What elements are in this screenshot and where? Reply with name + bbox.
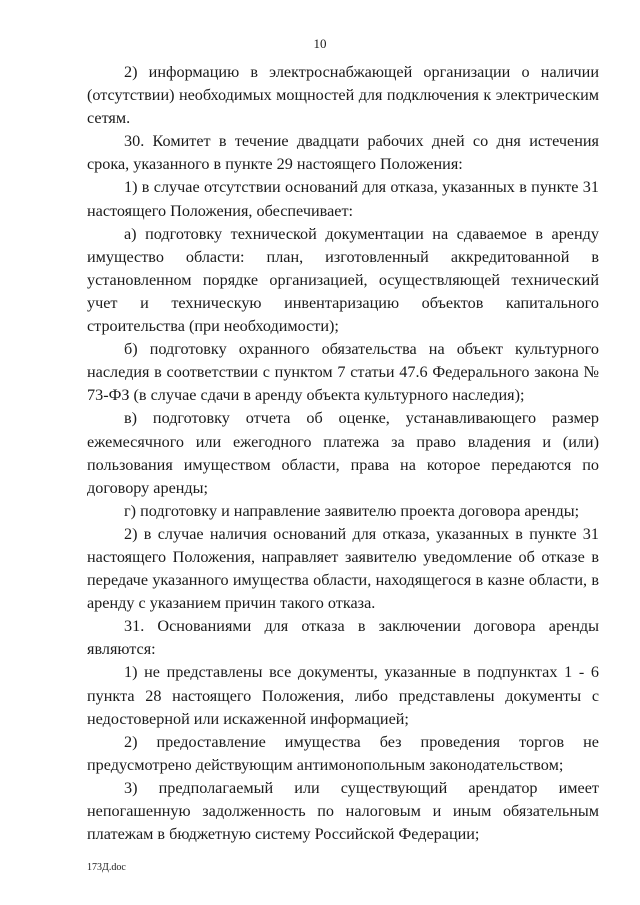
footer-filename: 173Д.doc	[87, 862, 126, 873]
paragraph-30-1: 1) в случае отсутствии оснований для отказа, указанных в пункте 31 настоящего Положения, обеспечивает:	[87, 178, 599, 220]
paragraph-31-2: 2) предоставление имущества без проведения торгов не предусмотрено действующим антимонопольным законодательством;	[87, 732, 599, 774]
paragraph-item-30: 30. Комитет в течение двадцати рабочих дней со дня истечения срока, указанного в пункте 29 настоящего Положения:	[87, 132, 599, 174]
paragraph-31-1: 1) не представлены все документы, указанные в подпунктах 1 - 6 пункта 28 настоящего Положения, либо представлены документы с недостоверной или искаженной информацией;	[87, 663, 599, 728]
page-number: 10	[313, 36, 327, 51]
paragraph-30-1-a: а) подготовку технической документации на сдаваемое в аренду имущество области: план, изготовленный аккредитованной в установленном порядке организацией, осуществляющей технический учет и техническую инвентаризацию объектов капитального строительства (при необходимости);	[87, 224, 599, 336]
paragraph-30-1-b: б) подготовку охранного обязательства на объект культурного наследия в соответствии с пунктом 7 статьи 47.6 Федерального закона № 73-ФЗ (в случае сдачи в аренду объекта культурного наследия);	[87, 340, 599, 405]
paragraph-30-1-v: в) подготовку отчета об оценке, устанавливающего размер ежемесячного или ежегодного платежа за право владения и (или) пользования имуществом области, права на которое передаются по договору аренды;	[87, 409, 599, 497]
paragraph-item-31: 31. Основаниями для отказа в заключении договора аренды являются:	[87, 617, 599, 659]
paragraph-30-1-g: г) подготовку и направление заявителю проекта договора аренды;	[124, 501, 580, 520]
paragraph-electric-info: 2) информацию в электроснабжающей организации о наличии (отсутствии) необходимых мощностей для подключения к электрическим сетям.	[87, 63, 599, 128]
paragraph-31-3: 3) предполагаемый или существующий арендатор имеет непогашенную задолженность по налоговым и иным обязательным платежам в бюджетную систему Российской Федерации;	[87, 778, 599, 844]
document-body	[87, 61, 599, 846]
paragraph-30-2: 2) в случае наличия оснований для отказа, указанных в пункте 31 настоящего Положения, направляет заявителю уведомление об отказе в передаче указанного имущества области, находящегося в казне области, в аренду с указанием причин такого отказа.	[87, 524, 599, 613]
